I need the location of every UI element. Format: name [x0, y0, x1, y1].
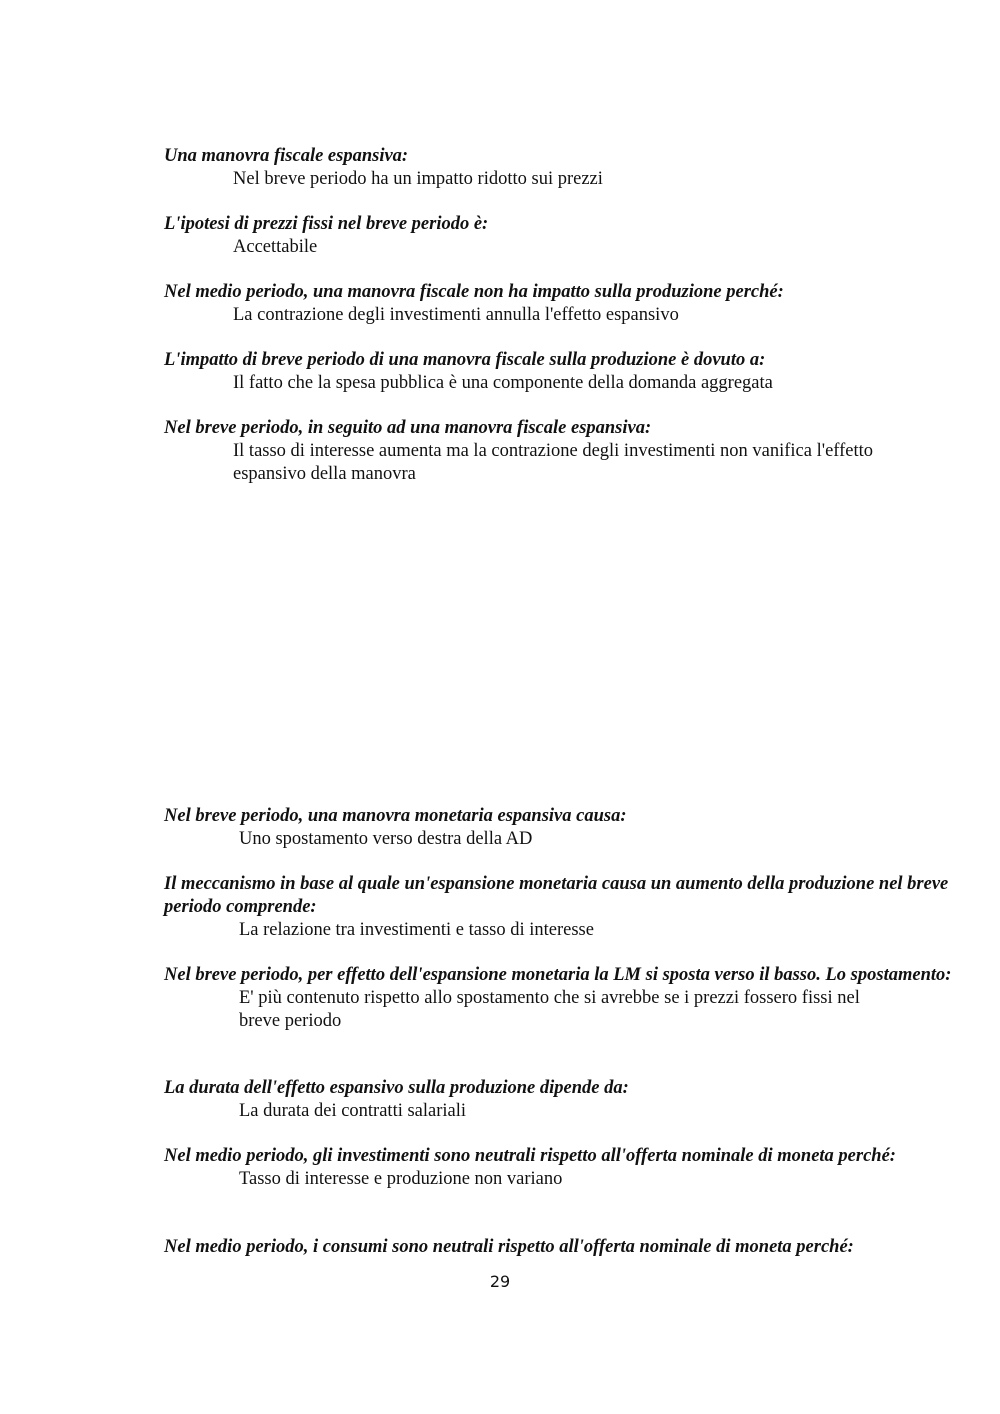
qa-block-9 — [164, 1077, 954, 1123]
qa-block-6 — [164, 805, 954, 851]
question-text: L'impatto di breve periodo di una manovra fiscale sulla produzione è dovuto a: — [164, 350, 766, 370]
question-text: Il meccanismo in base al quale un'espansione monetaria causa un aumento della produzione nel breve periodo comprende: — [164, 874, 949, 917]
question-text: Nel breve periodo, in seguito ad una manovra fiscale espansiva: — [164, 418, 652, 438]
answer-text: La contrazione degli investimenti annulla l'effetto espansivo — [233, 305, 679, 325]
answer-text: La relazione tra investimenti e tasso di interesse — [239, 920, 594, 940]
question-text: Nel medio periodo, gli investimenti sono neutrali rispetto all'offerta nominale di moneta perché: — [164, 1146, 896, 1166]
answer-text: E' più contenuto rispetto allo spostamento che si avrebbe se i prezzi fossero fissi nel breve periodo — [239, 988, 860, 1031]
question-text: Una manovra fiscale espansiva: — [164, 146, 409, 166]
question-text: Nel breve periodo, per effetto dell'espansione monetaria la LM si sposta verso il basso. Lo spostamento: — [164, 965, 952, 985]
question-text: L'ipotesi di prezzi fissi nel breve periodo è: — [164, 214, 489, 234]
answer-text: Tasso di interesse e produzione non variano — [239, 1169, 563, 1189]
answer-text: Accettabile — [233, 237, 318, 257]
qa-block-4 — [164, 349, 954, 395]
qa-block-3 — [164, 281, 954, 327]
qa-block-7 — [164, 873, 954, 942]
question-text: Nel medio periodo, i consumi sono neutrali rispetto all'offerta nominale di moneta perché: — [164, 1237, 854, 1257]
answer-text: Nel breve periodo ha un impatto ridotto sui prezzi — [233, 169, 603, 189]
answer-text: Il fatto che la spesa pubblica è una componente della domanda aggregata — [233, 373, 773, 393]
qa-block-1 — [164, 145, 954, 191]
answer-text: Uno spostamento verso destra della AD — [239, 829, 533, 849]
question-text: La durata dell'effetto espansivo sulla produzione dipende da: — [164, 1078, 629, 1098]
answer-text: Il tasso di interesse aumenta ma la contrazione degli investimenti non vanifica l'effetto espansivo della manovra — [233, 441, 874, 484]
question-text: Nel breve periodo, una manovra monetaria espansiva causa: — [164, 806, 627, 826]
question-text: Nel medio periodo, una manovra fiscale non ha impatto sulla produzione perché: — [164, 282, 784, 302]
qa-block-11 — [164, 1236, 954, 1259]
qa-block-2 — [164, 213, 954, 259]
page-number: 29 — [489, 1272, 511, 1291]
qa-block-10 — [164, 1145, 954, 1191]
qa-block-8 — [164, 964, 954, 1033]
qa-block-5 — [164, 417, 954, 486]
answer-text: La durata dei contratti salariali — [239, 1101, 467, 1121]
